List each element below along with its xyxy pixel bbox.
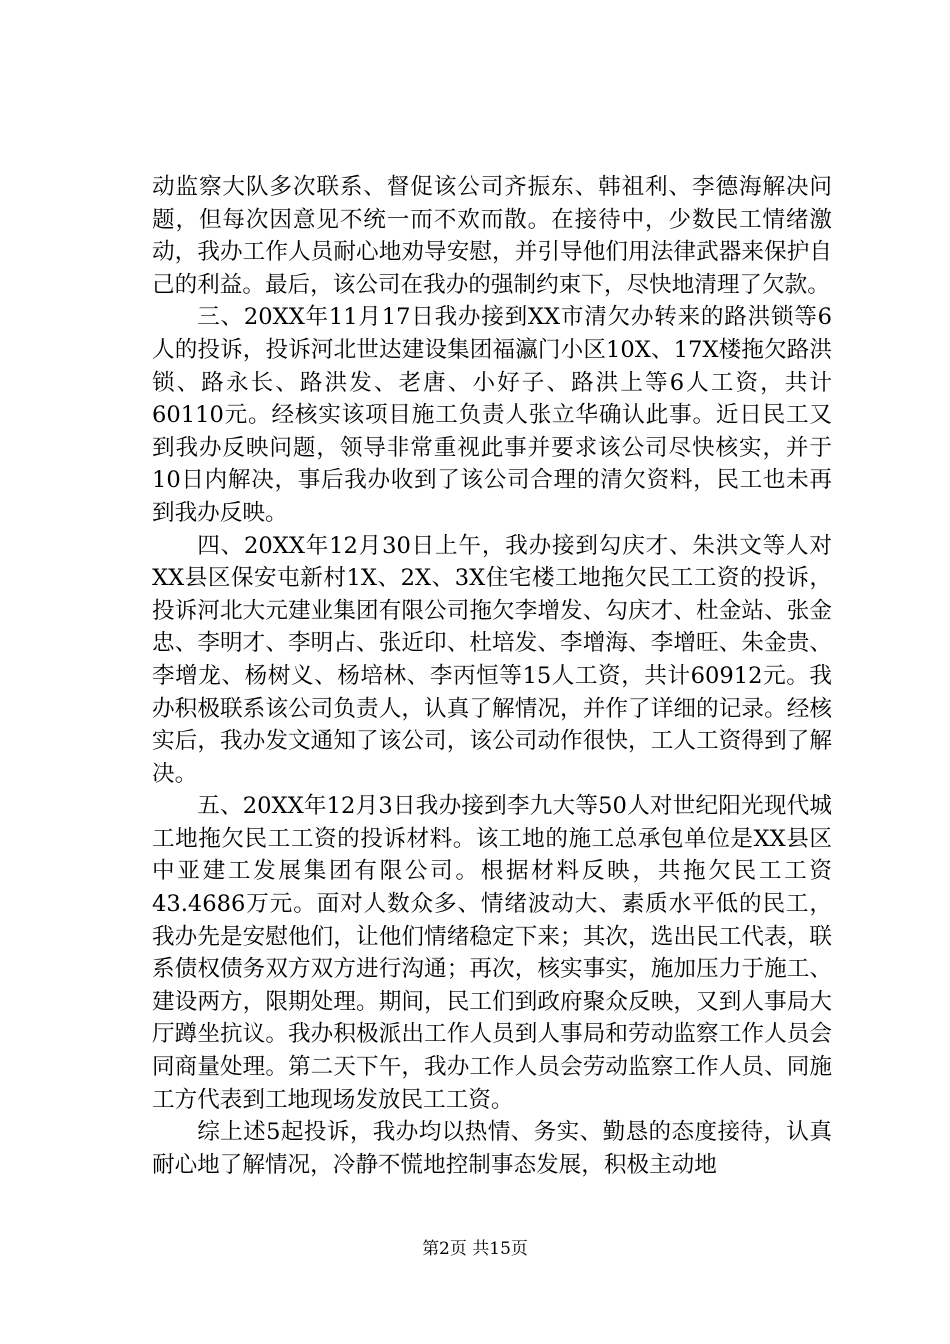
paragraph-3: 四、20XX年12月30日上午，我办接到勾庆才、朱洪文等人对XX县区保安屯新村1X、2X、3X住宅楼工地拖欠民工工资的投诉，投诉河北大元建业集团有限公司拖欠李增发、勾庆才、杜金站、张金忠、李明才、李明占、张近印、杜培发、李增海、李增旺、朱金贵、李增龙、杨树义、杨培林、李丙恒等15人工资，共计60912元。我办积极联系该公司负责人，认真了解情况，并作了详细的记录。经核实后，我办发文通知了该公司，该公司动作很快，工人工资得到了解决。 [152,532,832,787]
paragraph-4: 五、20XX年12月3日我办接到李九大等50人对世纪阳光现代城工地拖欠民工工资的投诉材料。该工地的施工总承包单位是XX县区中亚建工发展集团有限公司。根据材料反映，共拖欠民工工资43.4686万元。面对人数众多、情绪波动大、素质水平低的民工，我办先是安慰他们，让他们情绪稳定下来；其次，选出民工代表，联系债权债务双方双方进行沟通；再次，核实事实，施加压力于施工、建设两方，限期处理。期间，民工们到政府聚众反映，又到人事局大厅蹲坐抗议。我办积极派出工作人员到人事局和劳动监察工作人员会同商量处理。第二天下午，我办工作人员会劳动监察工作人员、同施工方代表到工地现场发放民工工资。 [152,793,832,1113]
paragraph-1: 动监察大队多次联系、督促该公司齐振东、韩祖利、李德海解决问题，但每次因意见不统一而不欢而散。在接待中，少数民工情绪激动，我办工作人员耐心地劝导安慰，并引导他们用法律武器来保护自己的利益。最后，该公司在我办的强制约束下，尽快地清理了欠款。 [152,174,832,298]
paragraph-2: 三、20XX年11月17日我办接到XX市清欠办转来的路洪锁等6人的投诉，投诉河北世达建设集团福瀛门小区10X、17X楼拖欠路洪锁、路永长、路洪发、老唐、小好子、路洪上等6人工资，共计60110元。经核实该项目施工负责人张立华确认此事。近日民工又到我办反映问题，领导非常重视此事并要求该公司尽快核实，并于10日内解决，事后我办收到了该公司合理的清欠资料，民工也未再到我办反映。 [152,304,832,526]
document-body [152,171,832,1181]
paragraph-5: 综上述5起投诉，我办均以热情、务实、勤恳的态度接待，认真耐心地了解情况，冷静不慌地控制事态发展，积极主动地 [152,1119,832,1178]
page-number-footer: 第2页 共15页 [422,1239,528,1259]
